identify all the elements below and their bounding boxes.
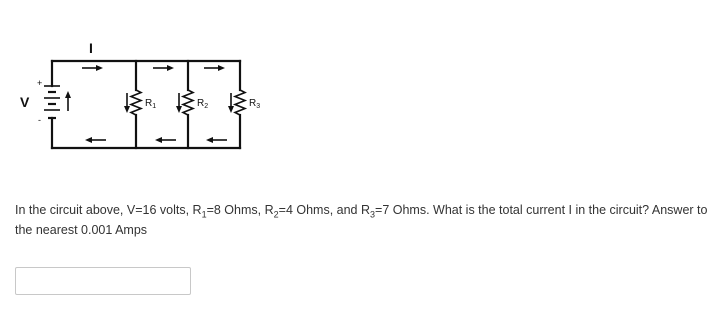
subscript-3: 3 — [370, 209, 376, 220]
arrow-left-icon — [206, 137, 227, 143]
arrow-right-icon — [204, 65, 225, 71]
arrow-down-icon — [176, 93, 182, 113]
battery-symbol — [44, 86, 60, 118]
resistor-r2-label: $R_2$ — [197, 98, 209, 110]
resistor-r2-symbol — [183, 90, 193, 115]
resistor-r3-symbol — [235, 90, 245, 115]
current-label: I — [89, 40, 93, 56]
circuit-diagram — [0, 0, 300, 170]
arrow-left-icon — [155, 137, 176, 143]
question-text — [15, 200, 710, 240]
battery-plus-sign: + — [37, 78, 43, 88]
subscript-1: 1 — [201, 209, 207, 220]
resistor-r1-symbol — [131, 90, 141, 115]
question-text-part: In the circuit above, V=16 volts, R — [15, 203, 202, 217]
answer-input[interactable] — [15, 267, 191, 295]
question-text-part: =4 Ohms, and R — [278, 203, 371, 217]
arrow-down-icon — [228, 93, 234, 113]
subscript-2: 2 — [273, 209, 279, 220]
question-text-part: =7 Ohms. What is the total current I in the circuit? Answer to the nearest 0.001 Amps — [15, 203, 708, 237]
battery-minus-sign: - — [38, 115, 41, 125]
arrow-down-icon — [124, 93, 130, 113]
voltage-label: V — [20, 94, 30, 110]
arrow-left-icon — [85, 137, 106, 143]
resistor-r1-label: $R_1$ — [145, 98, 157, 110]
question-text-part: =8 Ohms, R — [206, 203, 274, 217]
resistor-r3-label: $R_3$ — [249, 98, 261, 110]
arrow-right-icon — [153, 65, 174, 71]
arrow-right-icon — [82, 65, 103, 71]
arrow-up-icon — [65, 91, 71, 111]
